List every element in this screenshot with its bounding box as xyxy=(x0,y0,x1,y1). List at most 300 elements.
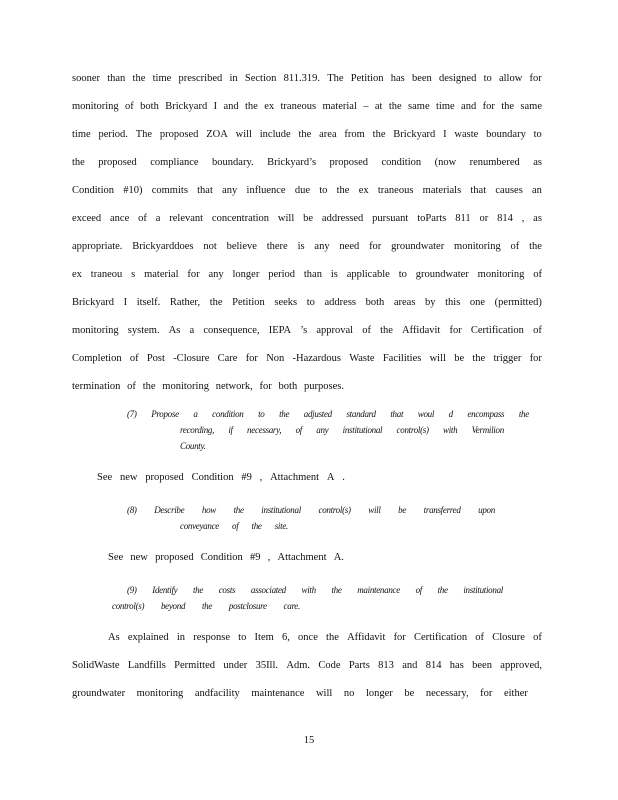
word: appropriate. xyxy=(72,241,123,252)
word: from xyxy=(344,129,365,140)
word: the xyxy=(72,157,85,168)
word: address xyxy=(324,297,356,308)
word: Parts xyxy=(348,660,370,671)
word: condition xyxy=(212,409,244,419)
word: the xyxy=(132,73,146,84)
word: Care xyxy=(217,353,238,364)
word: a xyxy=(189,325,195,336)
word: for xyxy=(393,632,406,643)
word: has xyxy=(390,73,405,84)
word: the xyxy=(142,381,156,392)
word: Identify xyxy=(152,585,178,595)
word: 811 xyxy=(455,213,471,224)
word: to xyxy=(258,409,265,419)
word: period xyxy=(268,269,296,280)
word: Item xyxy=(254,632,274,643)
word: longer xyxy=(365,688,393,699)
word: will xyxy=(277,213,295,224)
word: monitoring xyxy=(454,241,501,252)
word: longer xyxy=(232,269,260,280)
word: Non xyxy=(266,353,285,364)
word: the xyxy=(298,129,312,140)
word: the xyxy=(209,297,223,308)
word: monitoring xyxy=(477,269,525,280)
word: Post xyxy=(146,353,165,364)
word: of xyxy=(533,269,542,280)
word: 814 xyxy=(497,213,513,224)
word: has xyxy=(449,660,464,671)
word: Landfills xyxy=(127,660,166,671)
word: termination xyxy=(72,381,121,392)
word: the xyxy=(437,585,448,595)
body-line-4 xyxy=(72,157,542,168)
word: commits xyxy=(151,185,188,196)
word: network, xyxy=(215,381,253,392)
word: and xyxy=(402,660,418,671)
word: one xyxy=(469,297,486,308)
word: monitoring xyxy=(162,381,209,392)
word: as xyxy=(533,213,542,224)
word: both xyxy=(365,297,385,308)
word: Affidavit xyxy=(347,632,386,643)
word: an xyxy=(532,185,542,196)
word: new xyxy=(130,552,148,563)
word: be xyxy=(303,213,314,224)
word: Condition xyxy=(191,472,234,483)
word: areas xyxy=(393,297,416,308)
word: due xyxy=(294,185,310,196)
word: any xyxy=(314,241,330,252)
word: care. xyxy=(283,601,300,611)
word: the xyxy=(233,505,244,515)
word: Propose xyxy=(151,409,179,419)
word: Attachment xyxy=(277,552,327,563)
word: there xyxy=(266,241,288,252)
word: andfacility xyxy=(194,688,240,699)
item-7-line-3 xyxy=(180,441,220,451)
word: Vermilion xyxy=(471,425,504,435)
word: necessary, xyxy=(425,688,469,699)
word: monitoring xyxy=(136,688,184,699)
word: if xyxy=(228,425,233,435)
word: both xyxy=(278,381,298,392)
body-line-8 xyxy=(72,269,542,280)
word: 814 xyxy=(425,660,442,671)
word: the xyxy=(245,101,258,112)
word: #9 xyxy=(241,472,252,483)
word: is xyxy=(297,241,305,252)
word: SolidWaste xyxy=(72,660,120,671)
word: waste xyxy=(454,129,479,140)
word: not xyxy=(203,241,217,252)
word: Petition xyxy=(232,297,265,308)
item-7-line-1 xyxy=(127,409,529,419)
word: how xyxy=(201,505,216,515)
word: be xyxy=(398,505,407,515)
word: #10) xyxy=(123,185,143,196)
word: beyond xyxy=(160,601,186,611)
word: the xyxy=(251,521,262,531)
word: upon xyxy=(478,505,495,515)
word: conveyance xyxy=(180,521,219,531)
page-number: 15 xyxy=(303,735,315,746)
word: The xyxy=(327,73,344,84)
word: -Hazardous xyxy=(292,353,341,364)
body-line-5 xyxy=(72,185,542,196)
word: for xyxy=(480,688,493,699)
word: is xyxy=(330,269,338,280)
word: ex xyxy=(358,185,369,196)
word: than xyxy=(303,269,322,280)
word: groundwater xyxy=(72,688,126,699)
word: addressed xyxy=(321,213,364,224)
word: materials xyxy=(422,185,462,196)
word: believe xyxy=(226,241,257,252)
word: ance xyxy=(110,213,130,224)
item-8-line-1 xyxy=(127,505,495,515)
word: boundary xyxy=(486,129,526,140)
word: the xyxy=(201,601,213,611)
body-line-6 xyxy=(72,213,542,224)
word: postclosure xyxy=(228,601,267,611)
word: causes xyxy=(495,185,523,196)
word: for xyxy=(529,73,542,84)
word: been xyxy=(472,660,492,671)
word: will xyxy=(368,505,381,515)
response-8 xyxy=(108,552,344,563)
word: site. xyxy=(274,521,288,531)
word: groundwater xyxy=(391,241,445,252)
word: Closure xyxy=(492,632,525,643)
word: time xyxy=(435,101,455,112)
word: for xyxy=(187,269,200,280)
word: proposed xyxy=(155,552,194,563)
word: purposes. xyxy=(303,381,344,392)
word: institutional xyxy=(342,425,383,435)
body-line-10 xyxy=(72,325,542,336)
word: As xyxy=(108,632,120,643)
word: Attachment xyxy=(270,472,320,483)
word: designed xyxy=(439,73,477,84)
item-7-line-2 xyxy=(180,425,504,435)
word: A xyxy=(326,472,335,483)
final-line-3 xyxy=(72,688,528,699)
word: compliance xyxy=(150,157,199,168)
word: boundary. xyxy=(212,157,254,168)
word: to xyxy=(238,632,247,643)
word: time xyxy=(72,129,91,140)
word: trigger xyxy=(493,353,522,364)
word: toParts xyxy=(417,213,447,224)
word: material xyxy=(144,269,179,280)
body-line-11 xyxy=(72,353,542,364)
word: groundwater xyxy=(415,269,469,280)
word: The xyxy=(135,129,153,140)
item-9-line-2 xyxy=(112,601,300,611)
word: will xyxy=(235,129,252,140)
word: with xyxy=(443,425,458,435)
word: Code xyxy=(318,660,341,671)
word: I xyxy=(123,297,128,308)
response-7 xyxy=(97,472,345,483)
word: of xyxy=(232,521,239,531)
word: See xyxy=(97,472,113,483)
word: material xyxy=(322,101,357,112)
word: pursuant xyxy=(372,213,409,224)
word: this xyxy=(445,297,461,308)
word: woul xyxy=(417,409,435,419)
word: ZOA xyxy=(206,129,228,140)
word: once xyxy=(298,632,318,643)
word: to xyxy=(398,269,407,280)
word: maintenance xyxy=(251,688,305,699)
word: traneous xyxy=(280,101,317,112)
word: and xyxy=(223,101,239,112)
word: itself. xyxy=(136,297,161,308)
word: See xyxy=(108,552,124,563)
final-line-1 xyxy=(108,632,542,643)
word: the xyxy=(380,325,393,336)
word: of xyxy=(510,241,520,252)
word: or xyxy=(479,213,489,224)
word: relevant xyxy=(169,213,204,224)
word: as xyxy=(533,157,542,168)
word: the xyxy=(501,101,515,112)
word: of xyxy=(125,101,134,112)
word: County. xyxy=(180,441,206,451)
word: any xyxy=(208,269,224,280)
word: the xyxy=(518,409,529,419)
word: to xyxy=(306,297,315,308)
word: maintenance xyxy=(357,585,400,595)
word: and xyxy=(461,101,477,112)
word: need xyxy=(339,241,360,252)
word: any xyxy=(222,185,238,196)
word: (8) xyxy=(127,505,137,515)
word: the xyxy=(326,632,339,643)
word: influence xyxy=(246,185,286,196)
word: condition xyxy=(381,157,422,168)
word: 813 xyxy=(378,660,394,671)
word: Petition xyxy=(350,73,384,84)
word: proposed xyxy=(145,472,184,483)
word: allow xyxy=(498,73,523,84)
word: Section xyxy=(244,73,277,84)
word: standard xyxy=(346,409,376,419)
word: both xyxy=(140,101,159,112)
word: approval xyxy=(316,325,354,336)
word: – xyxy=(363,101,369,112)
word: . xyxy=(342,472,345,483)
word: Completion xyxy=(72,353,122,364)
word: Brickyard’s xyxy=(267,157,317,168)
word: of xyxy=(475,632,485,643)
word: d xyxy=(448,409,453,419)
word: Permitted xyxy=(174,660,215,671)
word: the xyxy=(472,353,486,364)
word: prescribed xyxy=(178,73,223,84)
word: Adm. xyxy=(286,660,310,671)
word: monitoring xyxy=(72,325,119,336)
word: institutional xyxy=(261,505,301,515)
word: s xyxy=(131,269,136,280)
word: 811.319. xyxy=(283,73,320,84)
word: for xyxy=(245,353,258,364)
word: for xyxy=(529,353,542,364)
word: Describe xyxy=(154,505,185,515)
word: under xyxy=(223,660,248,671)
word: a xyxy=(155,213,161,224)
word: to xyxy=(483,73,492,84)
word: , xyxy=(267,552,271,563)
word: than xyxy=(107,73,126,84)
word: any xyxy=(316,425,329,435)
body-line-3 xyxy=(72,129,542,140)
word: to xyxy=(533,129,542,140)
word: necessary, xyxy=(247,425,282,435)
word: either xyxy=(503,688,528,699)
word: Certification xyxy=(414,632,468,643)
body-line-2 xyxy=(72,101,542,112)
word: for xyxy=(482,101,495,112)
word: been xyxy=(411,73,432,84)
word: Brickyard xyxy=(72,297,114,308)
word: sooner xyxy=(72,73,100,84)
word: that xyxy=(197,185,213,196)
word: (permitted) xyxy=(494,297,542,308)
word: seeks xyxy=(274,297,298,308)
item-8-line-2 xyxy=(180,521,288,531)
body-line-7 xyxy=(72,241,542,252)
body-line-12 xyxy=(72,381,344,392)
word: system. xyxy=(127,325,160,336)
word: control(s) xyxy=(318,505,351,515)
word: Brickyard xyxy=(393,129,436,140)
word: be xyxy=(404,688,415,699)
word: of xyxy=(362,325,371,336)
word: explained xyxy=(127,632,169,643)
word: ex xyxy=(264,101,275,112)
word: in xyxy=(176,632,186,643)
word: will xyxy=(429,353,446,364)
word: (7) xyxy=(127,409,137,419)
word: of xyxy=(415,585,422,595)
body-line-1 xyxy=(72,73,542,84)
item-9-line-1 xyxy=(127,585,503,595)
word: associated xyxy=(250,585,286,595)
word: Certification xyxy=(470,325,524,336)
word: traneous xyxy=(377,185,414,196)
word: ’s xyxy=(300,325,308,336)
word: Brickyard xyxy=(165,101,208,112)
word: area xyxy=(319,129,337,140)
word: , xyxy=(521,213,525,224)
word: of xyxy=(533,632,542,643)
word: with xyxy=(301,585,316,595)
word: of xyxy=(138,213,147,224)
word: of xyxy=(127,381,136,392)
word: renumbered xyxy=(469,157,520,168)
word: proposed xyxy=(329,157,369,168)
word: proposed xyxy=(159,129,199,140)
word: I xyxy=(443,129,447,140)
word: for xyxy=(259,381,272,392)
word: -Closure xyxy=(173,353,210,364)
word: IEPA xyxy=(268,325,292,336)
word: for xyxy=(369,241,382,252)
word: that xyxy=(390,409,404,419)
word: in xyxy=(229,73,238,84)
word: I xyxy=(213,101,218,112)
word: the xyxy=(529,241,542,252)
word: approved, xyxy=(500,660,542,671)
word: the xyxy=(372,129,386,140)
word: of xyxy=(129,353,139,364)
word: same xyxy=(520,101,542,112)
word: the xyxy=(336,185,350,196)
word: costs xyxy=(218,585,236,595)
word: of xyxy=(295,425,302,435)
word: control(s) xyxy=(112,601,145,611)
word: period. xyxy=(98,129,128,140)
word: (9) xyxy=(127,585,137,595)
word: As xyxy=(168,325,181,336)
word: Rather, xyxy=(169,297,201,308)
word: the xyxy=(388,101,402,112)
word: , xyxy=(259,472,263,483)
word: proposed xyxy=(98,157,137,168)
word: institutional xyxy=(463,585,503,595)
word: monitoring xyxy=(72,101,119,112)
body-line-9 xyxy=(72,297,542,308)
word: Condition xyxy=(200,552,243,563)
word: #9 xyxy=(250,552,261,563)
word: (now xyxy=(434,157,457,168)
word: will xyxy=(315,688,333,699)
word: at xyxy=(374,101,383,112)
word: consequence, xyxy=(203,325,260,336)
word: control(s) xyxy=(396,425,429,435)
word: Affidavit xyxy=(402,325,441,336)
word: for xyxy=(449,325,462,336)
word: time xyxy=(152,73,172,84)
word: by xyxy=(425,297,436,308)
word: transferred xyxy=(423,505,461,515)
word: 35Ill. xyxy=(255,660,279,671)
word: Facilities xyxy=(382,353,422,364)
word: recording, xyxy=(180,425,215,435)
word: the xyxy=(279,409,290,419)
word: new xyxy=(119,472,138,483)
word: to xyxy=(319,185,328,196)
word: same xyxy=(408,101,430,112)
word: exceed xyxy=(72,213,102,224)
word: concentration xyxy=(211,213,270,224)
word: the xyxy=(331,585,342,595)
word: adjusted xyxy=(303,409,332,419)
word: traneou xyxy=(90,269,123,280)
word: applicable xyxy=(346,269,390,280)
word: a xyxy=(193,409,198,419)
word: encompass xyxy=(467,409,505,419)
word: include xyxy=(259,129,291,140)
word: Condition xyxy=(72,185,115,196)
word: of xyxy=(533,325,542,336)
word: Waste xyxy=(349,353,375,364)
word: the xyxy=(192,585,204,595)
word: Brickyarddoes xyxy=(132,241,194,252)
word: ex xyxy=(72,269,82,280)
